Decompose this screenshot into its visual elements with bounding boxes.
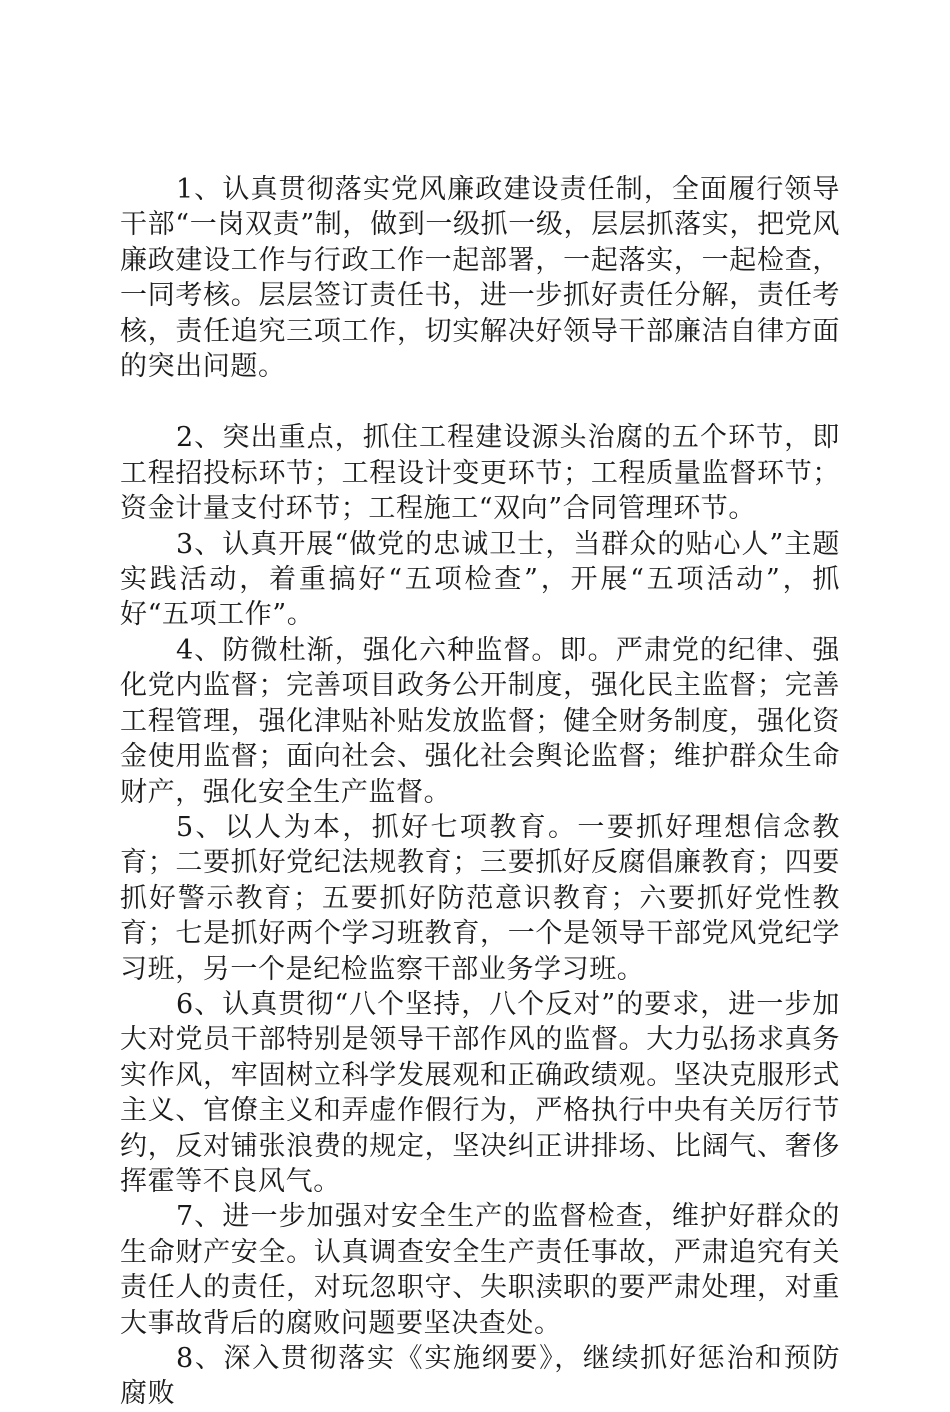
paragraph-3: 3、认真开展“做党的忠诚卫士，当群众的贴心人”主题实践活动，着重搞好“五项检查”，开展“五项活动”，抓好“五项工作”。 xyxy=(120,528,840,631)
paragraph-8: 8、深入贯彻落实《实施纲要》，继续抓好惩治和预防腐败 xyxy=(120,1343,840,1410)
paragraph-1: 1、认真贯彻落实党风廉政建设责任制，全面履行领导干部“一岗双责”制，做到一级抓一级，层层抓落实，把党风廉政建设工作与行政工作一起部署，一起落实，一起检查，一同考核。层层签订责任书，进一步抓好责任分解，责任考核，责任追究三项工作，切实解决好领导干部廉洁自律方面的突出问题。 xyxy=(120,174,840,383)
document-body xyxy=(120,172,840,1412)
paragraph-4: 4、防微杜渐，强化六种监督。即。严肃党的纪律、强化党内监督；完善项目政务公开制度，强化民主监督；完善工程管理，强化津贴补贴发放监督；健全财务制度，强化资金使用监督；面向社会、强化社会舆论监督；维护群众生命财产，强化安全生产监督。 xyxy=(120,634,840,808)
paragraph-6: 6、认真贯彻“八个坚持，八个反对”的要求，进一步加大对党员干部特别是领导干部作风的监督。大力弘扬求真务实作风，牢固树立科学发展观和正确政绩观。坚决克服形式主义、官僚主义和弄虚作假行为，严格执行中央有关厉行节约，反对铺张浪费的规定，坚决纠正讲排场、比阔气、奢侈挥霍等不良风气。 xyxy=(120,988,840,1197)
paragraph-7: 7、进一步加强对安全生产的监督检查，维护好群众的生命财产安全。认真调查安全生产责任事故，严肃追究有关责任人的责任，对玩忽职守、失职渎职的要严肃处理，对重大事故背后的腐败问题要坚决查处。 xyxy=(120,1201,840,1339)
paragraph-5: 5、以人为本，抓好七项教育。一要抓好理想信念教育；二要抓好党纪法规教育；三要抓好反腐倡廉教育；四要抓好警示教育；五要抓好防范意识教育；六要抓好党性教育；七是抓好两个学习班教育，一个是领导干部党风党纪学习班，另一个是纪检监察干部业务学习班。 xyxy=(120,811,840,985)
paragraph-2: 2、突出重点，抓住工程建设源头治腐的五个环节，即工程招投标环节；工程设计变更环节；工程质量监督环节；资金计量支付环节；工程施工“双向”合同管理环节。 xyxy=(120,422,840,525)
